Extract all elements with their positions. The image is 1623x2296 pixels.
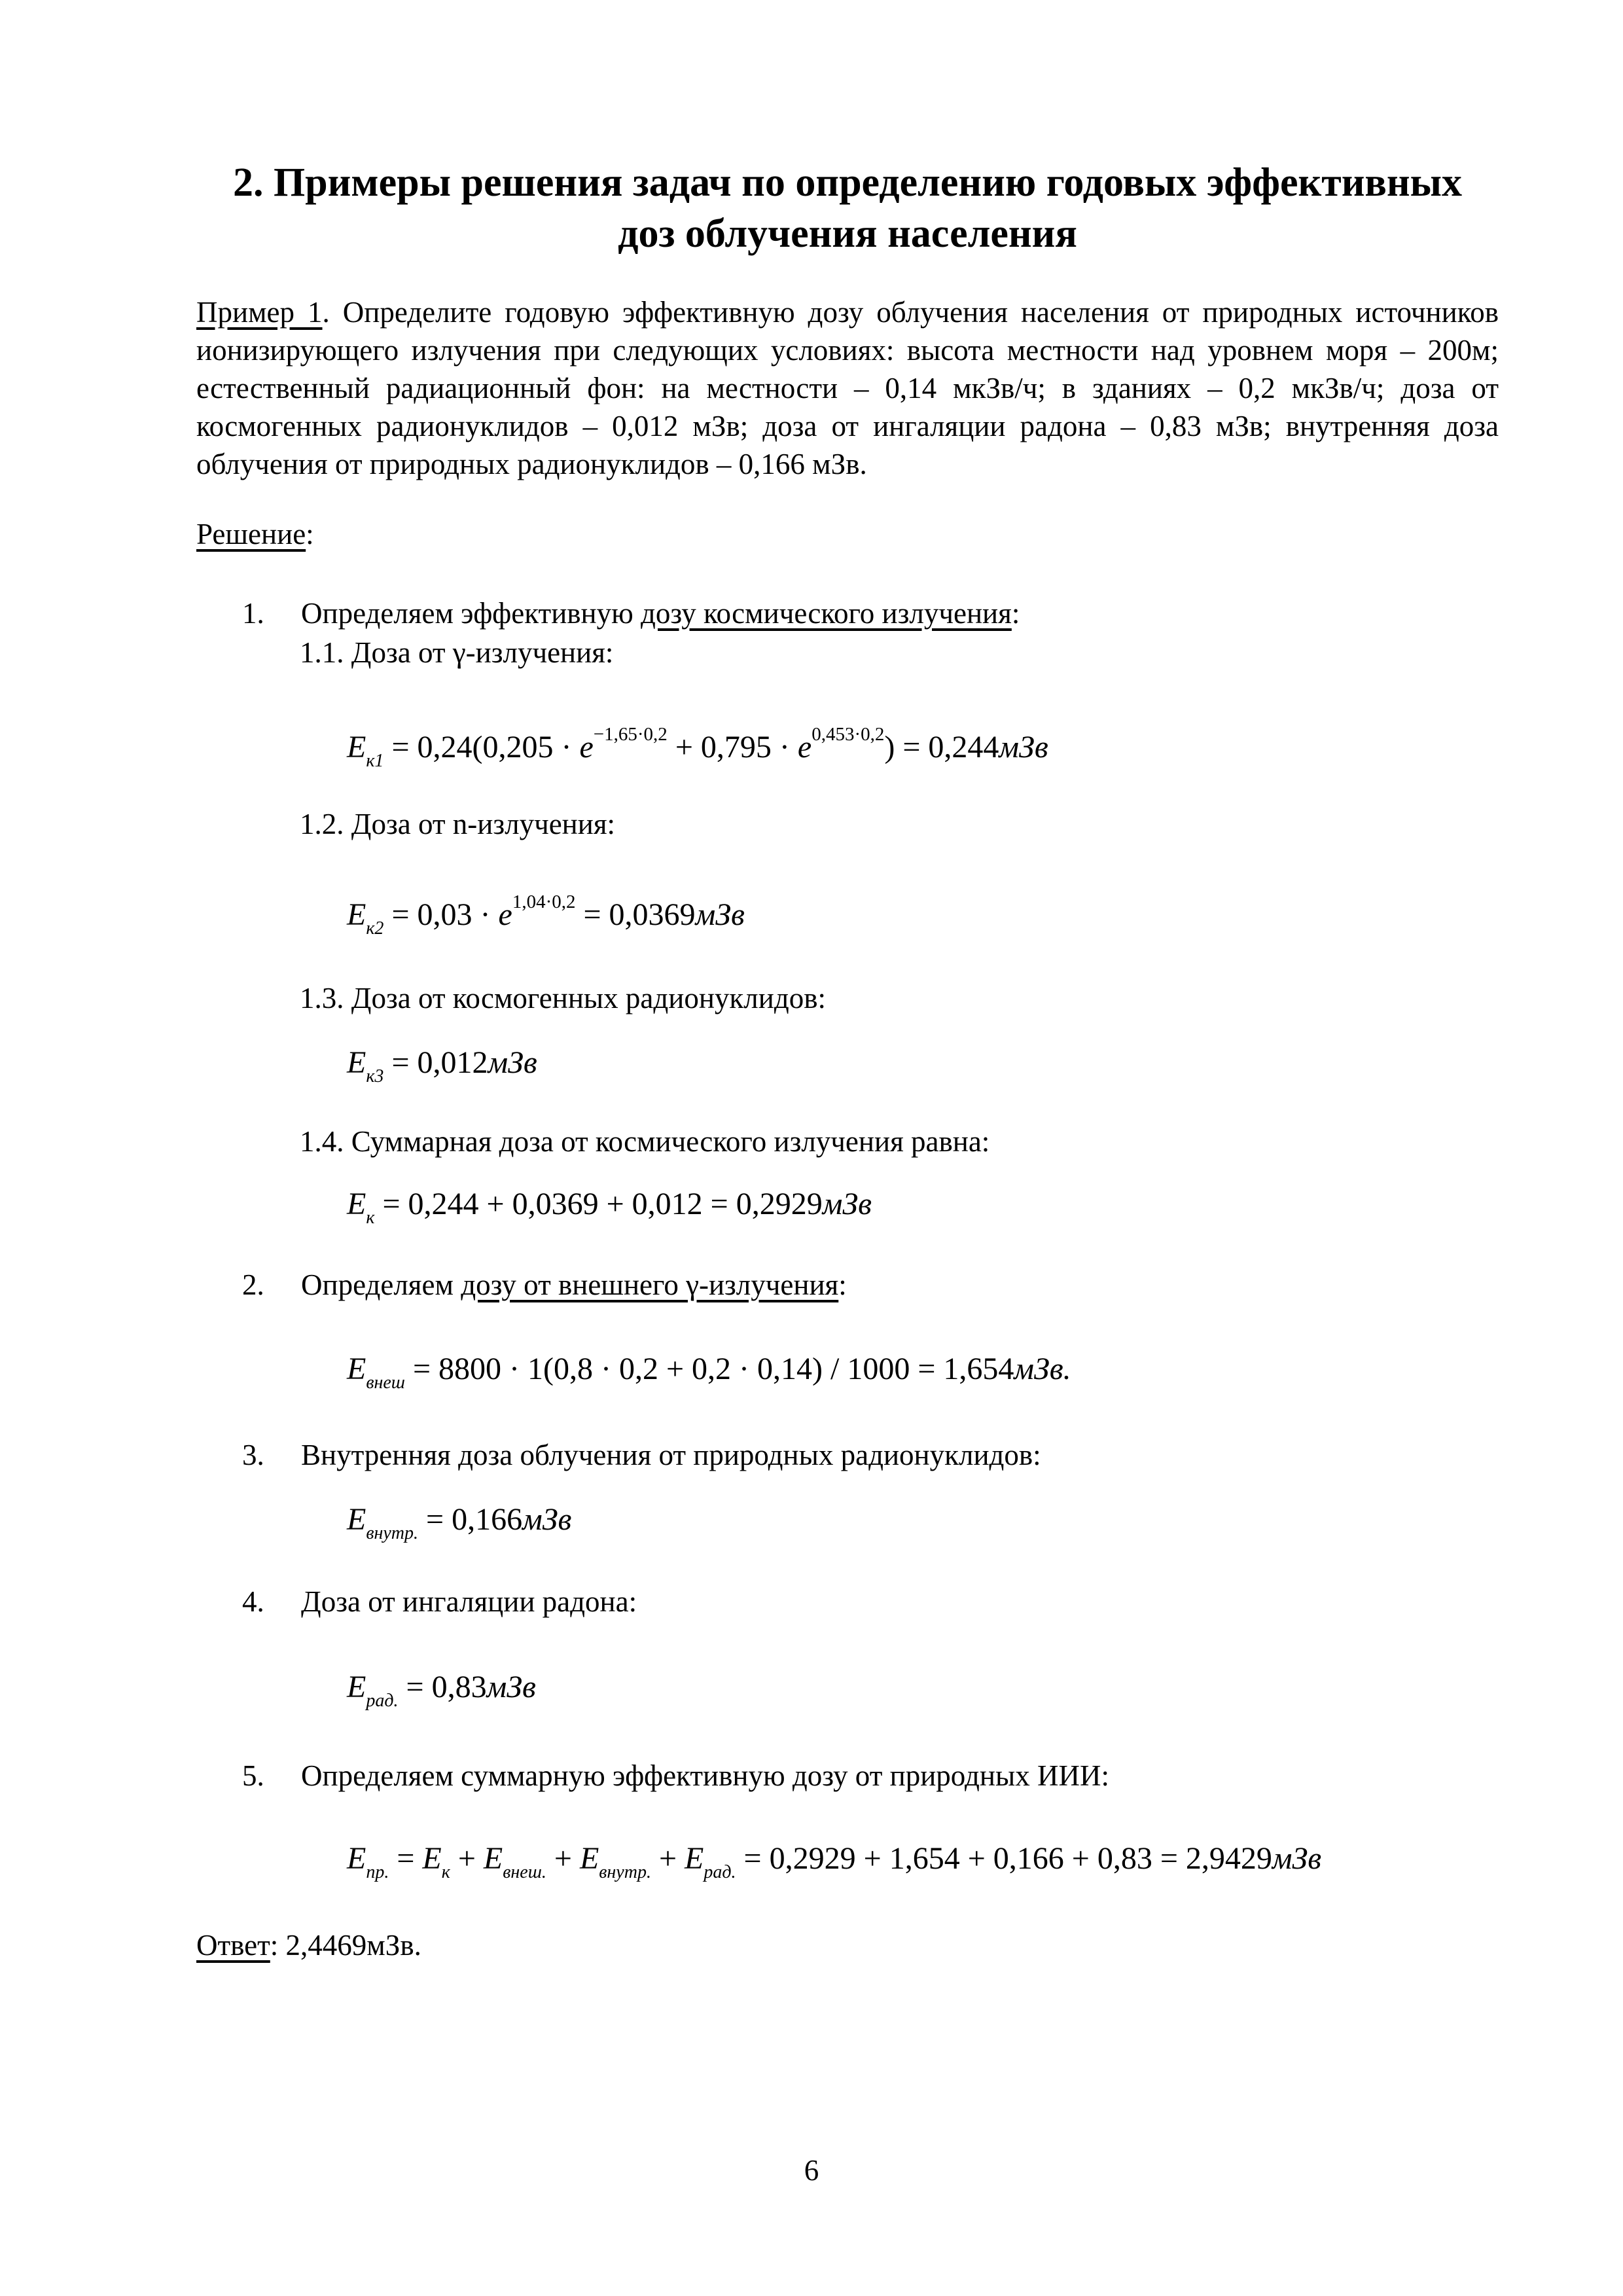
f5-c: = 8800 · 1(0,8 · 0,2 + 0,2 · 0,14) / 1000 = 1,654	[404, 1352, 1014, 1386]
step-1-suffix: :	[1011, 597, 1020, 630]
f3-sub: к3	[366, 1066, 384, 1086]
f8-plus2: +	[546, 1841, 580, 1876]
f5-unit: мЗв.	[1014, 1352, 1071, 1386]
f8-eq: =	[389, 1841, 423, 1876]
f8-plus3: +	[651, 1841, 685, 1876]
f1-sup1: −1,65·0,2	[593, 724, 668, 745]
step-1-4: 1.4. Суммарная доза от космического излучения равна:	[300, 1125, 990, 1158]
step-5-text: Определяем суммарную эффективную дозу от природных ИИИ:	[301, 1759, 1109, 1792]
f4-lhs: E	[347, 1187, 366, 1221]
f4-sub: к	[366, 1208, 375, 1228]
f5-sub: внеш	[366, 1372, 405, 1393]
heading-line-2: доз облучения населения	[618, 211, 1077, 256]
step-1-3: 1.3. Доза от космогенных радионуклидов:	[300, 982, 826, 1014]
f4-c: = 0,244 + 0,0369 + 0,012 = 0,2929	[374, 1187, 823, 1221]
f8-t1sub: к	[441, 1862, 450, 1882]
f3-unit: мЗв	[488, 1045, 537, 1080]
f7-sub: рад.	[366, 1691, 399, 1711]
answer	[196, 1928, 421, 1962]
example-text: . Определите годовую эффективную дозу облучения населения от природных источников ионизирующего излучения при следующих условиях: высота местности над уровнем моря – 200м; естественный радиационный фон: на местности – 0,14 мкЗв/ч; в зданиях – 0,2 мкЗв/ч; доза от космогенных радионуклидов – 0,012 мЗв; доза от ингаляции радона – 0,83 мЗв; внутренняя доза облучения от природных радионуклидов – 0,166 мЗв.	[196, 296, 1499, 480]
f8-t2sub: внеш.	[503, 1862, 546, 1882]
step-4-number: 4.	[242, 1585, 264, 1618]
f2-sup: 1,04·0,2	[512, 891, 576, 912]
f1-a: = 0,24(0,205 ·	[383, 730, 580, 764]
f2-c: = 0,0369	[575, 897, 696, 932]
f1-e1: e	[579, 730, 594, 764]
step-5-number: 5.	[242, 1759, 264, 1792]
step-1-prefix: Определяем эффективную	[301, 597, 641, 630]
f8-sub: пр.	[366, 1862, 389, 1882]
formula-ek2	[347, 891, 745, 939]
step-2	[242, 1266, 847, 1304]
step-2-number: 2.	[242, 1268, 264, 1301]
step-5	[242, 1757, 1109, 1795]
formula-evnutr	[347, 1501, 571, 1544]
f8-t1: E	[422, 1841, 442, 1876]
f7-c: = 0,83	[398, 1670, 487, 1704]
formula-epr	[347, 1840, 1321, 1883]
f1-b: + 0,795 ·	[667, 730, 798, 764]
example-label: Пример 1	[196, 296, 323, 329]
f4-unit: мЗв	[822, 1187, 872, 1221]
f6-lhs: E	[347, 1502, 366, 1537]
f8-t4sub: рад.	[704, 1862, 736, 1882]
formula-erad	[347, 1669, 536, 1712]
f8-t3: E	[579, 1841, 599, 1876]
f7-lhs: E	[347, 1670, 366, 1704]
step-2-suffix: :	[838, 1268, 847, 1301]
f8-t4: E	[685, 1841, 704, 1876]
f3-c: = 0,012	[383, 1045, 488, 1080]
step-3-text: Внутренняя доза облучения от природных радионуклидов:	[301, 1439, 1041, 1471]
section-heading	[196, 157, 1499, 259]
f2-a: = 0,03 ·	[383, 897, 499, 932]
solution-label	[196, 517, 314, 551]
formula-evnesh	[347, 1351, 1071, 1393]
f6-c: = 0,166	[418, 1502, 523, 1537]
f8-unit: мЗв	[1272, 1841, 1322, 1876]
f5-lhs: E	[347, 1352, 366, 1386]
f1-lhs: E	[347, 730, 366, 764]
answer-label: Ответ	[196, 1929, 270, 1962]
f6-unit: мЗв	[522, 1502, 572, 1537]
f2-e: e	[498, 897, 512, 932]
answer-text: : 2,4469мЗв.	[270, 1929, 421, 1962]
f6-sub: внутр.	[366, 1523, 419, 1543]
step-1-underlined: дозу космического излучения	[640, 597, 1012, 630]
f8-c: = 0,2929 + 1,654 + 0,166 + 0,83 = 2,9429	[736, 1841, 1272, 1876]
formula-ek1	[347, 724, 1048, 772]
page-number: 6	[804, 2154, 819, 2187]
step-1-1: 1.1. Доза от γ-излучения:	[300, 636, 614, 669]
step-2-underlined: дозу от внешнего γ-излучения	[461, 1268, 839, 1301]
f1-unit: мЗв	[999, 730, 1048, 764]
f7-unit: мЗв	[486, 1670, 536, 1704]
f1-sub: к1	[366, 751, 384, 771]
step-3-number: 3.	[242, 1439, 264, 1471]
step-1	[242, 594, 1020, 632]
solution-label-text: Решение	[196, 518, 306, 550]
formula-ek3	[347, 1045, 537, 1087]
f1-c: ) = 0,244	[884, 730, 999, 764]
step-4-text: Доза от ингаляции радона:	[301, 1585, 637, 1618]
step-1-number: 1.	[242, 597, 264, 630]
f8-plus1: +	[450, 1841, 484, 1876]
f8-t2: E	[483, 1841, 503, 1876]
f2-sub: к2	[366, 918, 384, 939]
f3-lhs: E	[347, 1045, 366, 1080]
step-2-prefix: Определяем	[301, 1268, 461, 1301]
example-statement	[196, 293, 1499, 483]
f1-e2: e	[797, 730, 812, 764]
formula-ek	[347, 1186, 872, 1229]
step-3	[242, 1436, 1041, 1474]
step-1-2: 1.2. Доза от n-излучения:	[300, 808, 616, 840]
solution-colon: :	[306, 518, 314, 550]
f2-lhs: E	[347, 897, 366, 932]
f2-unit: мЗв	[695, 897, 745, 932]
step-4	[242, 1583, 637, 1621]
heading-line-1: 2. Примеры решения задач по определению годовых эффективных	[232, 160, 1463, 205]
f1-sup2: 0,453·0,2	[812, 724, 885, 745]
f8-lhs: E	[347, 1841, 366, 1876]
f8-t3sub: внутр.	[599, 1862, 651, 1882]
